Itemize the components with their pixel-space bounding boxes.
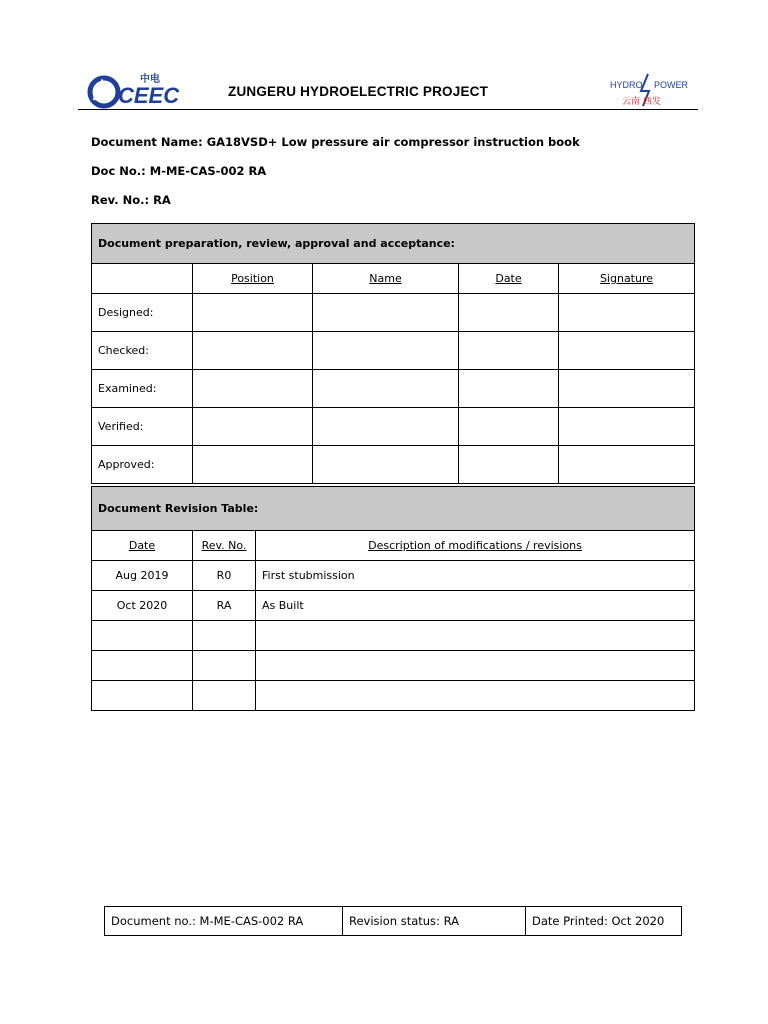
revision-table-heading: Document Revision Table:: [92, 487, 695, 531]
approval-col-position: Position: [193, 264, 313, 294]
approval-header-blank: [92, 264, 193, 294]
date-cell: [459, 408, 559, 446]
revision-col-description: Description of modifications / revisions: [256, 531, 695, 561]
signature-cell: [559, 446, 695, 484]
approval-row-approved: [92, 446, 695, 484]
position-cell: [193, 446, 313, 484]
footer-revision-status: Revision status: RA: [343, 907, 526, 936]
revision-col-rev: Rev. No.: [193, 531, 256, 561]
doc-number: Doc No.: M-ME-CAS-002 RA: [91, 164, 267, 178]
approval-row-checked: [92, 332, 695, 370]
signature-cell: [559, 332, 695, 370]
position-cell: [193, 294, 313, 332]
footer-table: [104, 906, 682, 936]
revision-rev: RA: [193, 591, 256, 621]
table-row-empty: [92, 651, 695, 681]
approval-table-heading: Document preparation, review, approval and acceptance:: [92, 224, 695, 264]
approval-row-label: Approved:: [92, 446, 193, 484]
table-row: [92, 561, 695, 591]
approval-row-designed: [92, 294, 695, 332]
name-cell: [313, 294, 459, 332]
approval-row-label: Checked:: [92, 332, 193, 370]
signature-cell: [559, 408, 695, 446]
approval-row-label: Examined:: [92, 370, 193, 408]
revision-description: As Built: [256, 591, 695, 621]
table-row: [92, 591, 695, 621]
approval-row-examined: [92, 370, 695, 408]
date-cell: [459, 370, 559, 408]
name-cell: [313, 446, 459, 484]
position-cell: [193, 332, 313, 370]
empty-cell: [92, 621, 193, 651]
date-cell: [459, 332, 559, 370]
revision-col-date: Date: [92, 531, 193, 561]
hydropower-logo-text-right: POWER: [654, 80, 689, 90]
approval-col-date: Date: [459, 264, 559, 294]
name-cell: [313, 408, 459, 446]
approval-col-signature: Signature: [559, 264, 695, 294]
empty-cell: [256, 651, 695, 681]
footer-date-printed: Date Printed: Oct 2020: [526, 907, 682, 936]
date-cell: [459, 294, 559, 332]
empty-cell: [92, 681, 193, 711]
empty-cell: [193, 621, 256, 651]
ceec-logo: [86, 70, 182, 110]
signature-cell: [559, 294, 695, 332]
revision-date: Oct 2020: [92, 591, 193, 621]
hydropower-logo-text-left: HYDRO: [610, 80, 643, 90]
approval-table: [91, 223, 695, 484]
header-rule: [78, 109, 698, 110]
approval-col-name: Name: [313, 264, 459, 294]
document-name: Document Name: GA18VSD+ Low pressure air compressor instruction book: [91, 135, 580, 149]
approval-row-label: Designed:: [92, 294, 193, 332]
empty-cell: [256, 681, 695, 711]
project-title: ZUNGERU HYDROELECTRIC PROJECT: [228, 84, 489, 99]
table-row-empty: [92, 681, 695, 711]
ceec-logo-cjk: 中电: [140, 74, 160, 85]
hydropower-logo-cjk: 云南 西发: [622, 97, 661, 107]
table-row-empty: [92, 621, 695, 651]
date-cell: [459, 446, 559, 484]
revision-rev: R0: [193, 561, 256, 591]
revision-description: First stubmission: [256, 561, 695, 591]
position-cell: [193, 370, 313, 408]
empty-cell: [256, 621, 695, 651]
ceec-logo-text: CEEC: [118, 83, 180, 108]
rev-number: Rev. No.: RA: [91, 193, 171, 207]
name-cell: [313, 332, 459, 370]
empty-cell: [193, 651, 256, 681]
empty-cell: [193, 681, 256, 711]
revision-table: [91, 486, 695, 711]
hydropower-logo: [608, 70, 694, 110]
empty-cell: [92, 651, 193, 681]
position-cell: [193, 408, 313, 446]
name-cell: [313, 370, 459, 408]
footer-doc-number: Document no.: M-ME-CAS-002 RA: [105, 907, 343, 936]
revision-date: Aug 2019: [92, 561, 193, 591]
approval-row-label: Verified:: [92, 408, 193, 446]
signature-cell: [559, 370, 695, 408]
approval-row-verified: [92, 408, 695, 446]
